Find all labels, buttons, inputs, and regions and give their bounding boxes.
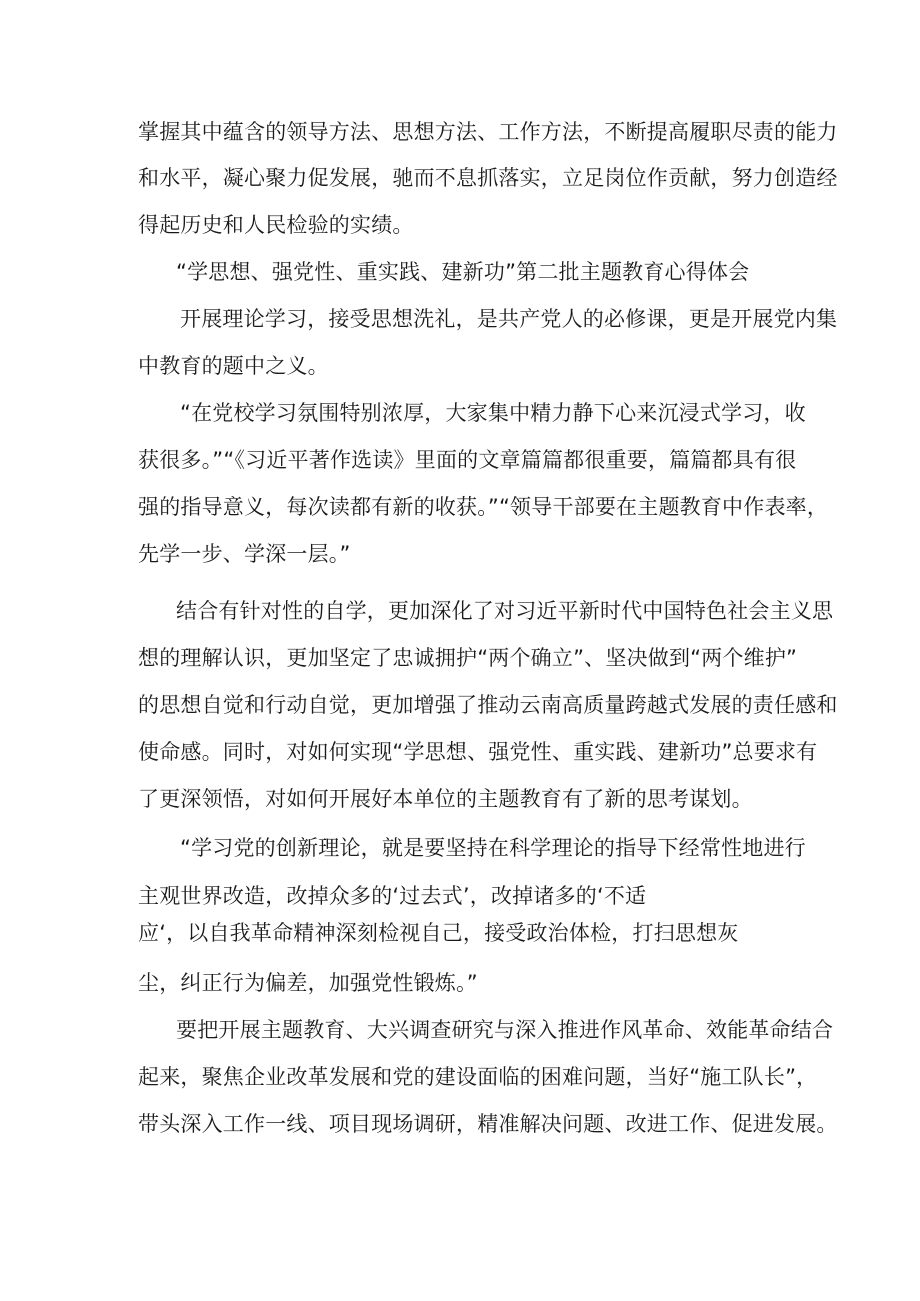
text-line: 掌握其中蕴含的领导方法、思想方法、工作方法，不断提高履职尽责的能力 <box>138 120 838 144</box>
text-line: 开展理论学习，接受思想洗礼，是共产党人的必修课，更是开展党内集 <box>180 307 838 331</box>
text-line: 中教育的题中之义。 <box>138 354 329 378</box>
text-line: “学习党的创新理论，就是要坚持在科学理论的指导下经常性地进行 <box>180 836 806 860</box>
text-line: 先学一步、学深一层。” <box>138 542 351 566</box>
text-line: 了更深领悟，对如何开展好本单位的主题教育有了新的思考谋划。 <box>138 787 753 811</box>
text-line: 强的指导意义，每次读都有新的收获。”“领导干部要在主题教育中作表率， <box>138 495 829 519</box>
text-line: 想的理解认识，更加坚定了忠诚拥护“两个确立”、坚决做到“两个维护” <box>138 646 798 670</box>
text-line: 要把开展主题教育、大兴调查研究与深入推进作风革命、效能革命结合 <box>176 1018 834 1042</box>
text-line: 获很多。”“《习近平著作选读》里面的文章篇篇都很重要，篇篇都具有很 <box>138 448 797 472</box>
text-line: 使命感。同时，对如何实现“学思想、强党性、重实践、建新功”总要求有 <box>138 740 818 764</box>
text-line: 带头深入工作一线、项目现场调研，精准解决问题、改进工作、促进发展。 <box>138 1112 838 1136</box>
text-line: 结合有针对性的自学，更加深化了对习近平新时代中国特色社会主义思 <box>176 599 834 623</box>
text-line: “在党校学习氛围特别浓厚，大家集中精力静下心来沉浸式学习，收 <box>180 401 806 425</box>
text-line: 起来，聚焦企业改革发展和党的建设面临的困难问题，当好“施工队长”， <box>138 1065 818 1089</box>
text-line: 应‘，以自我革命精神深刻检视自己，接受政治体检，打扫思想灰 <box>138 921 739 945</box>
text-line: 和水平，凝心聚力促发展，驰而不息抓落实，立足岗位作贡献，努力创造经 <box>138 166 838 190</box>
text-line: 主观世界改造，改掉众多的‘过去式’，改掉诸多的‘不适 <box>138 884 647 908</box>
text-line: 的思想自觉和行动自觉，更加增强了推动云南高质量跨越式发展的责任感和 <box>138 693 838 717</box>
section-heading: “学思想、强党性、重实践、建新功”第二批主题教育心得体会 <box>176 260 750 284</box>
text-line: 尘，纠正行为偏差，加强党性锻炼。” <box>138 971 478 995</box>
text-line: 得起历史和人民检验的实绩。 <box>138 213 414 237</box>
